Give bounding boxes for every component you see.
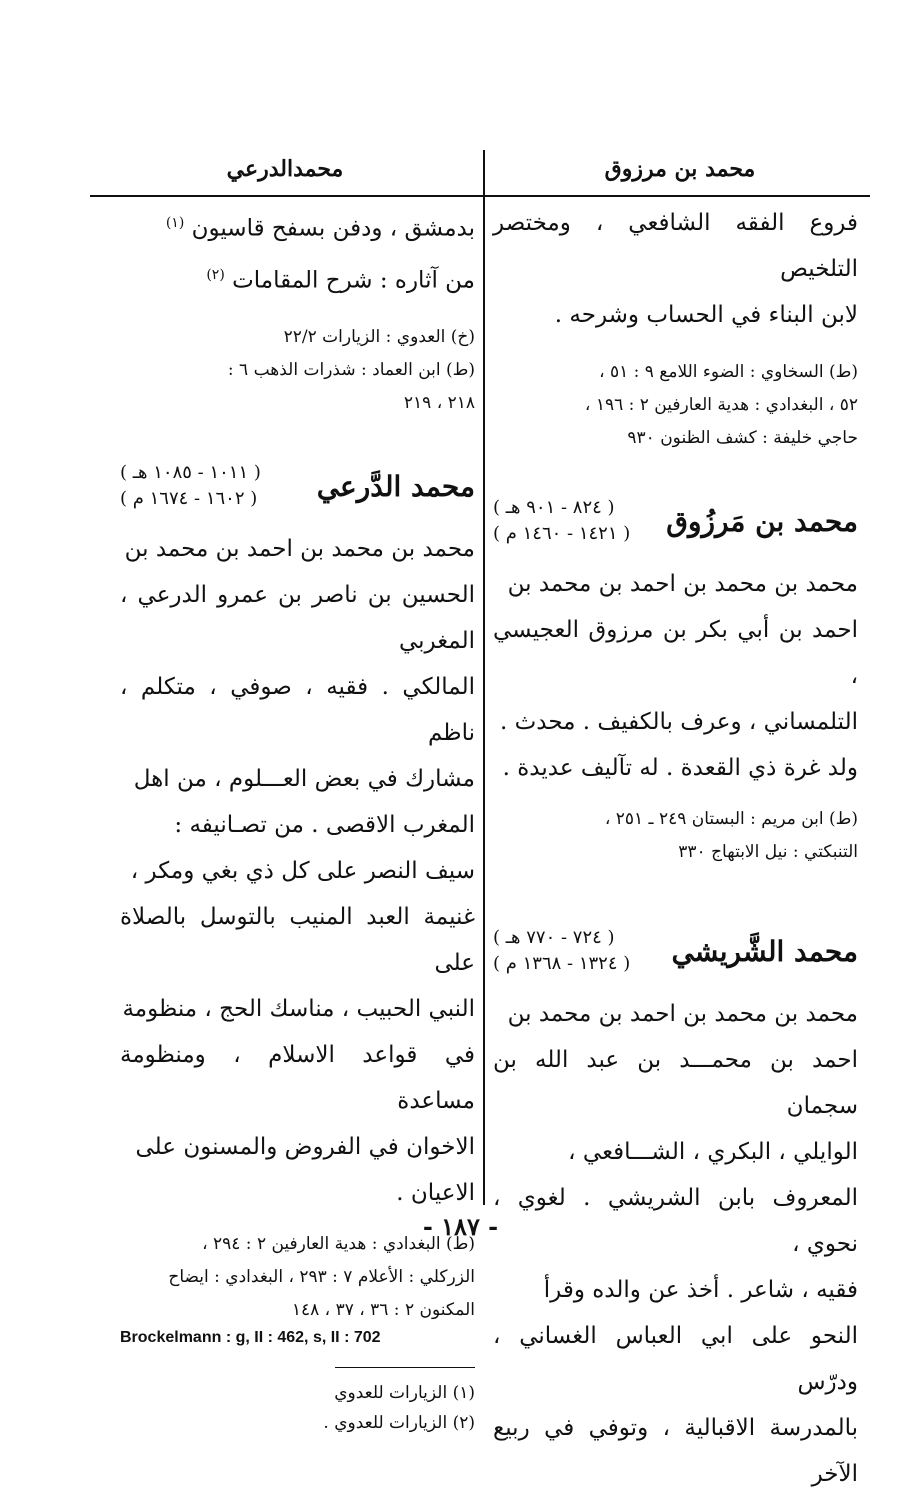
entry-heading [493,495,858,547]
body-line: الاعيان . [396,1180,475,1207]
running-header [90,150,870,197]
body-line: النبي الحبيب ، مناسك الحج ، منظومة [122,996,475,1023]
reference-line: ٢١٨ ، ٢١٩ [403,393,475,414]
body-line: لابن البناء في الحساب وشرحه . [554,302,858,328]
body-line: النحو على ابي العباس الغساني ، ودرّس [493,1323,858,1395]
reference-line: (خ) العدوي : الزيارات ٢٢/٢ [283,327,475,348]
page-number: - ١٨٧ - [422,1212,499,1241]
reference-line: (ط) السخاوي : الضوء اللامع ٩ : ٥١ ، [599,362,858,382]
latin-reference: Brockelmann : g, II : 462, s, II : 702 [120,1329,381,1347]
entry-heading [493,925,858,977]
body-line: محمد بن محمد بن احمد بن محمد بن [124,536,475,563]
body-line: في قواعد الاسلام ، ومنظومة مساعدة [120,1042,475,1115]
body-line: من آثاره : شرح المقامات $^{(٢)}$ [206,266,475,294]
column-divider [483,150,485,1205]
body-line: ولد غرة ذي القعدة . له تآليف عديدة . [502,755,858,781]
reference-line: (ط) ابن العماد : شذرات الذهب ٦ : [227,360,475,381]
body-line: الوايلي ، البكري ، الشـــافعي ، [568,1139,858,1165]
entry-name: محمد الشَّريشي [671,934,858,968]
left-column [120,200,475,1438]
body-line: محمد بن محمد بن احمد بن محمد بن [507,1001,858,1027]
entry-heading [120,460,475,512]
body-line: المغرب الاقصى . من تصـانيفه : [174,812,475,839]
body-line: الحسين بن ناصر بن عمرو الدرعي ، المغربي [120,582,475,655]
reference-line: التنبكتي : نيل الابتهاج ٣٣٠ [678,842,858,862]
body-line: فروع الفقه الشافعي ، ومختصر التلخيص [493,210,858,282]
body-line: بدمشق ، ودفن بسفح قاسيون $^{(١)}$ [165,215,475,242]
reference-line: (ط) البغدادي : هدية العارفين ٢ : ٢٩٤ ، [202,1234,475,1255]
body-line: سيف النصر على كل ذي بغي ومكر ، [130,858,475,885]
reference-line: حاجي خليفة : كشف الظنون ٩٣٠ [627,428,858,448]
entry-dates [120,460,261,512]
body-line: المالكي . فقيه ، صوفي ، متكلم ، ناظم [120,674,475,747]
header-title-right: محمد بن مرزوق [604,156,756,182]
entry-dates [493,925,630,977]
body-line: مشارك في بعض العـــلوم ، من اهل [133,766,475,793]
body-line: احمد بن محمـــد بن عبد الله بن سجمان [493,1047,858,1119]
footnote-marker: (١) [165,215,185,231]
footnote-marker: (٢) [206,266,225,283]
dates-gregorian: ( ١٤٢١ - ١٤٦٠ م ) [493,523,631,544]
body-line: فقيه ، شاعر . أخذ عن والده وقرأ [543,1277,858,1303]
footnote: (١) الزيارات للعدوي [334,1383,475,1404]
body-line: التلمساني ، وعرف بالكفيف . محدث . [499,709,858,735]
reference-line: المكنون ٢ : ٣٦ ، ٣٧ ، ١٤٨ [291,1300,475,1321]
entry-name: محمد بن مَرزُوق [666,504,858,538]
body-line: بالمدرسة الاقبالية ، وتوفي في ربيع الآخر [493,1415,858,1487]
body-line: الاخوان في الفروض والمسنون على [135,1134,475,1161]
right-column [493,200,858,1497]
header-title-left: محمدالدرعي [226,156,344,182]
dates-gregorian: ( ١٣٢٤ - ١٣٦٨ م ) [493,953,631,974]
body-line: محمد بن محمد بن احمد بن محمد بن [507,571,858,597]
entry-name: محمد الدَّرعي [316,469,475,503]
dates-hijri: ( ١٠١١ - ١٠٨٥ هـ ) [120,462,261,484]
footnote: (٢) الزيارات للعدوي . [323,1413,475,1434]
dates-gregorian: ( ١٦٠٢ - ١٦٧٤ م ) [120,488,258,510]
footnote-rule [335,1367,475,1368]
body-line: احمد بن أبي بكر بن مرزوق العجيسي ، [493,617,858,689]
body-line: غنيمة العبد المنيب بالتوسل بالصلاة على [120,904,475,977]
dates-hijri: ( ٨٢٤ - ٩٠١ هـ ) [493,497,615,518]
dates-hijri: ( ٧٢٤ - ٧٧٠ هـ ) [493,927,615,948]
body-line: المعروف بابن الشريشي . لغوي ، نحوي ، [493,1185,858,1257]
reference-line: (ط) ابن مريم : البستان ٢٤٩ ـ ٢٥١ ، [604,809,858,829]
reference-line: الزركلي : الأعلام ٧ : ٢٩٣ ، البغدادي : ايضاح [168,1267,475,1288]
reference-line: ٥٢ ، البغدادي : هدية العارفين ٢ : ١٩٦ ، [584,395,858,415]
entry-dates [493,495,630,547]
